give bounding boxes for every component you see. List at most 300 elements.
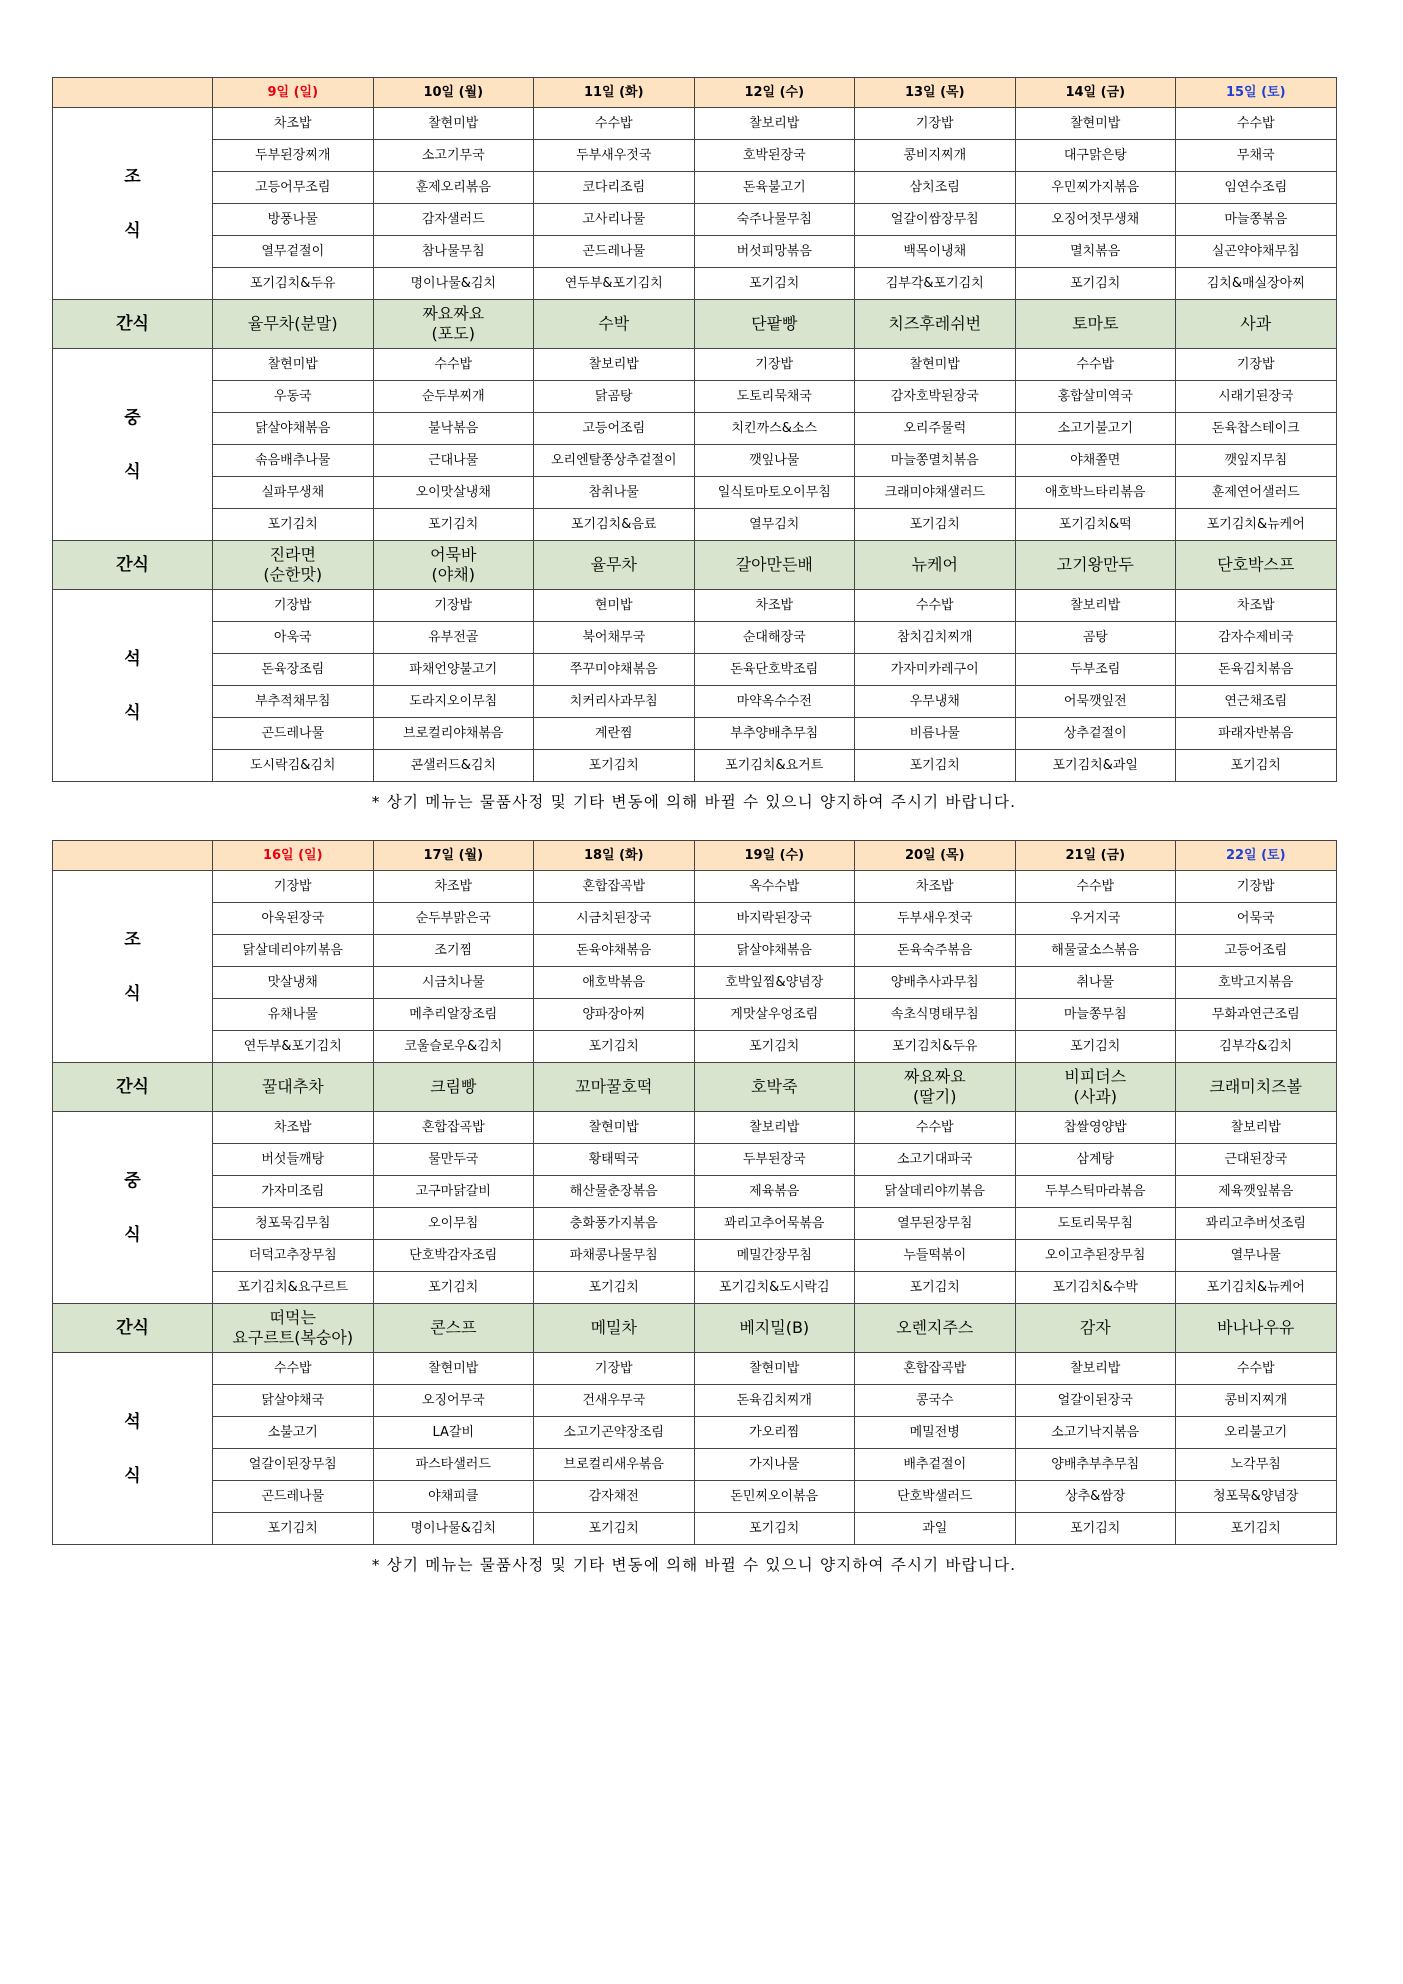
- menu-row: [53, 686, 1337, 718]
- menu-item: 열무나물: [1176, 1240, 1337, 1272]
- menu-row: [53, 236, 1337, 268]
- menu-row: [53, 140, 1337, 172]
- meal-label-char: 조: [124, 166, 141, 187]
- menu-item: 유부전골: [373, 622, 534, 654]
- menu-item: 곤드레나물: [213, 718, 374, 750]
- snack-item: [213, 541, 374, 590]
- menu-item: 임연수조림: [1176, 172, 1337, 204]
- menu-item: 오이무침: [373, 1208, 534, 1240]
- menu-item: 야채쫄면: [1015, 445, 1176, 477]
- menu-item: 콩국수: [855, 1385, 1016, 1417]
- menu-item: 물만두국: [373, 1144, 534, 1176]
- menu-item: 훈제오리볶음: [373, 172, 534, 204]
- snack-item-line: (순한맛): [263, 565, 323, 584]
- menu-item: 조기찜: [373, 935, 534, 967]
- meal-label: [53, 871, 213, 1063]
- snack-item-line: 짜요짜요: [903, 1067, 966, 1086]
- snack-item: [694, 300, 855, 349]
- menu-item: 시금치나물: [373, 967, 534, 999]
- snack-item-line: 짜요짜요: [422, 304, 485, 323]
- day-header: 13일 (목): [855, 78, 1016, 108]
- menu-item: 찰현미밥: [1015, 108, 1176, 140]
- menu-row: [53, 1481, 1337, 1513]
- week-menu-table-2: [52, 840, 1336, 1575]
- menu-item: 감자수제비국: [1176, 622, 1337, 654]
- menu-item: 두부된장국: [694, 1144, 855, 1176]
- menu-row: [53, 1176, 1337, 1208]
- menu-item: 포기김치&도시락김: [694, 1272, 855, 1304]
- menu-item: 도토리묵무침: [1015, 1208, 1176, 1240]
- menu-item: 도시락김&김치: [213, 750, 374, 782]
- menu-row: [53, 1449, 1337, 1481]
- day-header: 20일 (목): [855, 841, 1016, 871]
- meal-label-char: 식: [124, 461, 141, 482]
- snack-item: [373, 1304, 534, 1353]
- snack-row: [53, 1063, 1337, 1112]
- menu-item: 기장밥: [694, 349, 855, 381]
- menu-item: 찰보리밥: [694, 1112, 855, 1144]
- menu-item: 포기김치: [694, 268, 855, 300]
- snack-item-line: 단팥빵: [751, 314, 798, 333]
- snack-item: [694, 1063, 855, 1112]
- day-header: 14일 (금): [1015, 78, 1176, 108]
- menu-item: 어묵깻잎전: [1015, 686, 1176, 718]
- menu-row: [53, 1144, 1337, 1176]
- menu-item: 두부새우젓국: [534, 140, 695, 172]
- menu-item: 도토리묵채국: [694, 381, 855, 413]
- menu-item: 포기김치: [213, 509, 374, 541]
- menu-item: 게맛살우엉조림: [694, 999, 855, 1031]
- meal-label-char: 식: [124, 983, 141, 1004]
- menu-item: 얼갈이쌈장무침: [855, 204, 1016, 236]
- menu-item: 부추적채무침: [213, 686, 374, 718]
- snack-item-line: 비피더스: [1064, 1067, 1127, 1086]
- menu-item: 포기김치&뉴케어: [1176, 509, 1337, 541]
- menu-item: 찰현미밥: [373, 1353, 534, 1385]
- menu-item: 수수밥: [1015, 871, 1176, 903]
- snack-item-line: 단호박스프: [1217, 555, 1295, 574]
- menu-item: 기장밥: [213, 590, 374, 622]
- meal-label: [53, 1112, 213, 1304]
- menu-item: 파채콩나물무침: [534, 1240, 695, 1272]
- menu-item: 오리엔탈쫑상추겉절이: [534, 445, 695, 477]
- menu-item: 고사리나물: [534, 204, 695, 236]
- menu-change-notice: * 상기 메뉴는 물품사정 및 기타 변동에 의해 바뀔 수 있으니 양지하여 주시기 바랍니다.: [371, 1556, 1017, 1574]
- menu-row: [53, 871, 1337, 903]
- menu-item: 오이맛살냉채: [373, 477, 534, 509]
- menu-item: 삼계탕: [1015, 1144, 1176, 1176]
- menu-row: [53, 1385, 1337, 1417]
- day-header: 10일 (월): [373, 78, 534, 108]
- menu-item: 혼합잡곡밥: [855, 1353, 1016, 1385]
- menu-item: 소고기무국: [373, 140, 534, 172]
- menu-item: 우무냉채: [855, 686, 1016, 718]
- menu-item: 곰탕: [1015, 622, 1176, 654]
- menu-item: 파채언양불고기: [373, 654, 534, 686]
- menu-item: 마늘쫑멸치볶음: [855, 445, 1016, 477]
- menu-item: 감자호박된장국: [855, 381, 1016, 413]
- menu-item: 솎음배추나물: [213, 445, 374, 477]
- menu-row: [53, 108, 1337, 140]
- menu-item: 아욱국: [213, 622, 374, 654]
- menu-item: 포기김치: [694, 1513, 855, 1545]
- snack-item-line: 오렌지주스: [896, 1318, 974, 1337]
- menu-item: 수수밥: [855, 590, 1016, 622]
- menu-item: 연두부&포기김치: [213, 1031, 374, 1063]
- label-gap: [53, 430, 212, 460]
- day-header: 17일 (월): [373, 841, 534, 871]
- menu-item: 오리불고기: [1176, 1417, 1337, 1449]
- menu-item: 해산물춘장볶음: [534, 1176, 695, 1208]
- menu-item: 브로컬리야채볶음: [373, 718, 534, 750]
- snack-row: [53, 1304, 1337, 1353]
- menu-item: 닭곰탕: [534, 381, 695, 413]
- day-header: 16일 (일): [213, 841, 374, 871]
- menu-item: 크래미야채샐러드: [855, 477, 1016, 509]
- menu-row: [53, 381, 1337, 413]
- menu-item: 돈민찌오이볶음: [694, 1481, 855, 1513]
- menu-item: 양파장아찌: [534, 999, 695, 1031]
- menu-item: 무화과연근조림: [1176, 999, 1337, 1031]
- menu-item: 돈육김치찌개: [694, 1385, 855, 1417]
- menu-row: [53, 445, 1337, 477]
- menu-item: 포기김치: [213, 1513, 374, 1545]
- menu-item: 청포묵김무침: [213, 1208, 374, 1240]
- menu-item: 김부각&포기김치: [855, 268, 1016, 300]
- header-corner: [53, 78, 213, 108]
- menu-item: 황태떡국: [534, 1144, 695, 1176]
- menu-item: 참나물무침: [373, 236, 534, 268]
- menu-row: [53, 1272, 1337, 1304]
- menu-item: 참취나물: [534, 477, 695, 509]
- day-header: 12일 (수): [694, 78, 855, 108]
- menu-item: 취나물: [1015, 967, 1176, 999]
- snack-item-line: 요구르트(복숭아): [232, 1328, 354, 1347]
- menu-item: 마늘쫑볶음: [1176, 204, 1337, 236]
- menu-item: 포기김치: [855, 509, 1016, 541]
- snack-item: [694, 1304, 855, 1353]
- menu-item: 열무김치: [694, 509, 855, 541]
- menu-item: 브로컬리새우볶음: [534, 1449, 695, 1481]
- menu-item: 찰현미밥: [213, 349, 374, 381]
- menu-item: 포기김치: [855, 1272, 1016, 1304]
- menu-item: 충화풍가지볶음: [534, 1208, 695, 1240]
- menu-item: 시래기된장국: [1176, 381, 1337, 413]
- meal-label-char: 식: [124, 702, 141, 723]
- menu-item: 포기김치: [1176, 750, 1337, 782]
- meal-label: [53, 590, 213, 782]
- menu-item: 양배추사과무침: [855, 967, 1016, 999]
- menu-item: 유채나물: [213, 999, 374, 1031]
- menu-item: 오이고추된장무침: [1015, 1240, 1176, 1272]
- menu-item: 기장밥: [855, 108, 1016, 140]
- snack-item: [213, 1304, 374, 1353]
- menu-item: 포기김치: [373, 1272, 534, 1304]
- menu-item: 감자채전: [534, 1481, 695, 1513]
- menu-item: 콩비지찌개: [855, 140, 1016, 172]
- menu-item: 콩비지찌개: [1176, 1385, 1337, 1417]
- menu-item: 건새우무국: [534, 1385, 695, 1417]
- menu-item: 양배추부추무침: [1015, 1449, 1176, 1481]
- menu-item: 버섯들깨탕: [213, 1144, 374, 1176]
- snack-item: [855, 541, 1016, 590]
- menu-item: 깻잎나물: [694, 445, 855, 477]
- menu-item: 파스타샐러드: [373, 1449, 534, 1481]
- menu-item: 포기김치&요거트: [694, 750, 855, 782]
- snack-item-line: 고기왕만두: [1056, 555, 1134, 574]
- menu-item: 도라지오이무침: [373, 686, 534, 718]
- snack-item: [534, 300, 695, 349]
- menu-item: 청포묵&양념장: [1176, 1481, 1337, 1513]
- menu-item: 돈육불고기: [694, 172, 855, 204]
- menu-item: 기장밥: [534, 1353, 695, 1385]
- menu-row: [53, 349, 1337, 381]
- menu-change-notice: * 상기 메뉴는 물품사정 및 기타 변동에 의해 바뀔 수 있으니 양지하여 주시기 바랍니다.: [371, 793, 1017, 811]
- menu-row: [53, 509, 1337, 541]
- meal-label-char: 식: [124, 1465, 141, 1486]
- menu-item: 파래자반볶음: [1176, 718, 1337, 750]
- menu-item: 찰보리밥: [1015, 1353, 1176, 1385]
- menu-row: [53, 1112, 1337, 1144]
- menu-item: 어묵국: [1176, 903, 1337, 935]
- menu-item: 명이나물&김치: [373, 268, 534, 300]
- label-gap: [53, 1193, 212, 1223]
- meal-label: [53, 1353, 213, 1545]
- menu-item: 호박된장국: [694, 140, 855, 172]
- day-header: 21일 (금): [1015, 841, 1176, 871]
- menu-item: 아욱된장국: [213, 903, 374, 935]
- menu-item: 순대해장국: [694, 622, 855, 654]
- menu-item: 돈육단호박조림: [694, 654, 855, 686]
- meal-label-char: 조: [124, 929, 141, 950]
- snack-item-line: 크림빵: [430, 1077, 477, 1096]
- menu-item: 포기김치: [1015, 1031, 1176, 1063]
- menu-item: 코다리조림: [534, 172, 695, 204]
- menu-item: 해물굴소스볶음: [1015, 935, 1176, 967]
- menu-item: 백목이냉채: [855, 236, 1016, 268]
- day-header: 18일 (화): [534, 841, 695, 871]
- menu-item: 비름나물: [855, 718, 1016, 750]
- menu-item: 두부새우젓국: [855, 903, 1016, 935]
- day-header: 22일 (토): [1176, 841, 1337, 871]
- snack-item: [855, 1063, 1016, 1112]
- label-gap: [53, 952, 212, 982]
- menu-row: [53, 967, 1337, 999]
- menu-item: 포기김치: [534, 1513, 695, 1545]
- menu-item: 찰현미밥: [694, 1353, 855, 1385]
- snack-item: [213, 300, 374, 349]
- menu-item: 차조밥: [213, 1112, 374, 1144]
- menu-item: 찰현미밥: [534, 1112, 695, 1144]
- snack-item-line: 꿀대추차: [261, 1077, 324, 1096]
- menu-item: 수수밥: [373, 349, 534, 381]
- menu-item: 마늘쫑무침: [1015, 999, 1176, 1031]
- menu-item: 두부조림: [1015, 654, 1176, 686]
- menu-item: 홍합살미역국: [1015, 381, 1176, 413]
- snack-item-line: 수박: [598, 314, 630, 333]
- menu-item: 삼치조림: [855, 172, 1016, 204]
- day-header: 11일 (화): [534, 78, 695, 108]
- meal-label-char: 중: [124, 407, 141, 428]
- snack-row: [53, 300, 1337, 349]
- menu-item: LA갈비: [373, 1417, 534, 1449]
- menu-item: 마약옥수수전: [694, 686, 855, 718]
- snack-item: [1176, 300, 1337, 349]
- menu-item: 고구마닭갈비: [373, 1176, 534, 1208]
- label-gap: [53, 671, 212, 701]
- menu-item: 소고기대파국: [855, 1144, 1016, 1176]
- snack-item-line: (사과): [1073, 1087, 1117, 1106]
- snack-item: [855, 300, 1016, 349]
- snack-item-line: 호박죽: [751, 1077, 798, 1096]
- menu-row: [53, 654, 1337, 686]
- menu-item: 수수밥: [1176, 1353, 1337, 1385]
- menu-item: 치킨까스&소스: [694, 413, 855, 445]
- menu-row: [53, 1031, 1337, 1063]
- menu-item: 포기김치: [373, 509, 534, 541]
- menu-item: 옥수수밥: [694, 871, 855, 903]
- menu-item: 포기김치: [534, 1272, 695, 1304]
- menu-item: 바지락된장국: [694, 903, 855, 935]
- snack-item-line: 율무차(분말): [247, 314, 338, 333]
- menu-item: 찰현미밥: [855, 349, 1016, 381]
- menu-item: 제육깻잎볶음: [1176, 1176, 1337, 1208]
- menu-item: 닭살야채국: [213, 1385, 374, 1417]
- menu-item: 누들떡볶이: [855, 1240, 1016, 1272]
- menu-item: 곤드레나물: [213, 1481, 374, 1513]
- meal-label-char: 석: [124, 1411, 141, 1432]
- meal-label-char: 석: [124, 648, 141, 669]
- menu-row: [53, 1208, 1337, 1240]
- header-corner: [53, 841, 213, 871]
- snack-item-line: 크래미치즈볼: [1209, 1077, 1303, 1096]
- menu-item: 근대나물: [373, 445, 534, 477]
- menu-item: 우민찌가지볶음: [1015, 172, 1176, 204]
- snack-item: [1015, 541, 1176, 590]
- menu-row: [53, 622, 1337, 654]
- menu-item: 포기김치&수박: [1015, 1272, 1176, 1304]
- snack-item-line: 뉴케어: [911, 555, 958, 574]
- snack-item: [1015, 300, 1176, 349]
- snack-item-line: 치즈후레쉬번: [888, 314, 982, 333]
- menu-item: 소고기곤약장조림: [534, 1417, 695, 1449]
- menu-item: 김부각&김치: [1176, 1031, 1337, 1063]
- snack-item-line: 율무차: [590, 555, 637, 574]
- menu-item: 숙주나물무침: [694, 204, 855, 236]
- menu-item: 차조밥: [1176, 590, 1337, 622]
- menu-item: 열무겉절이: [213, 236, 374, 268]
- menu-item: 찰보리밥: [1176, 1112, 1337, 1144]
- snack-item-line: 바나나우유: [1217, 1318, 1295, 1337]
- meal-label: [53, 349, 213, 541]
- menu-item: 가자미조림: [213, 1176, 374, 1208]
- menu-item: 돈육숙주볶음: [855, 935, 1016, 967]
- menu-item: 열무된장무침: [855, 1208, 1016, 1240]
- label-gap: [53, 1434, 212, 1464]
- snack-item: [1176, 1304, 1337, 1353]
- menu-row: [53, 268, 1337, 300]
- menu-item: 꽈리고추어묵볶음: [694, 1208, 855, 1240]
- menu-item: 포기김치&음료: [534, 509, 695, 541]
- snack-item-line: 사과: [1240, 314, 1272, 333]
- menu-item: 소불고기: [213, 1417, 374, 1449]
- menu-row: [53, 172, 1337, 204]
- menu-row: [53, 1513, 1337, 1545]
- menu-item: 찰보리밥: [534, 349, 695, 381]
- menu-item: 참치김치찌개: [855, 622, 1016, 654]
- menu-item: 닭살데리야끼볶음: [855, 1176, 1016, 1208]
- menu-item: 코울슬로우&김치: [373, 1031, 534, 1063]
- menu-item: 속초식명태무침: [855, 999, 1016, 1031]
- menu-item: 기장밥: [213, 871, 374, 903]
- menu-item: 일식토마토오이무침: [694, 477, 855, 509]
- menu-row: [53, 204, 1337, 236]
- menu-item: 수수밥: [855, 1112, 1016, 1144]
- menu-item: 포기김치: [855, 750, 1016, 782]
- snack-item-line: 갈아만든배: [735, 555, 813, 574]
- menu-item: 꽈리고추버섯조림: [1176, 1208, 1337, 1240]
- menu-item: 훈제연어샐러드: [1176, 477, 1337, 509]
- snack-item: [1176, 1063, 1337, 1112]
- menu-item: 상추겉절이: [1015, 718, 1176, 750]
- snack-item: [534, 541, 695, 590]
- snack-item: [373, 300, 534, 349]
- menu-table: [52, 77, 1337, 782]
- menu-item: 가지나물: [694, 1449, 855, 1481]
- snack-item-line: 베지밀(B): [739, 1318, 810, 1337]
- meal-label-char: 중: [124, 1170, 141, 1191]
- label-gap: [53, 189, 212, 219]
- snack-label: 간식: [53, 300, 213, 349]
- menu-item: 제육볶음: [694, 1176, 855, 1208]
- snack-item-line: 떠먹는: [269, 1308, 316, 1327]
- menu-item: 치커리사과무침: [534, 686, 695, 718]
- meal-label-char: 식: [124, 220, 141, 241]
- menu-item: 계란찜: [534, 718, 695, 750]
- menu-table: [52, 840, 1337, 1545]
- snack-item-line: 콘스프: [430, 1318, 477, 1337]
- menu-item: 포기김치&뉴케어: [1176, 1272, 1337, 1304]
- menu-item: 상추&쌈장: [1015, 1481, 1176, 1513]
- snack-item: [373, 1063, 534, 1112]
- menu-item: 포기김치&과일: [1015, 750, 1176, 782]
- menu-item: 노각무침: [1176, 1449, 1337, 1481]
- menu-item: 포기김치: [1176, 1513, 1337, 1545]
- menu-item: 기장밥: [373, 590, 534, 622]
- menu-item: 오징어무국: [373, 1385, 534, 1417]
- menu-row: [53, 750, 1337, 782]
- menu-item: 불낙볶음: [373, 413, 534, 445]
- menu-item: 무채국: [1176, 140, 1337, 172]
- menu-item: 순두부맑은국: [373, 903, 534, 935]
- menu-item: 메추리알장조림: [373, 999, 534, 1031]
- menu-item: 단호박감자조림: [373, 1240, 534, 1272]
- snack-item: [373, 541, 534, 590]
- menu-item: 포기김치: [534, 750, 695, 782]
- day-header-row: [53, 841, 1337, 871]
- day-header-row: [53, 78, 1337, 108]
- menu-item: 소고기불고기: [1015, 413, 1176, 445]
- snack-item-line: 어묵바: [430, 545, 477, 564]
- menu-item: 포기김치&떡: [1015, 509, 1176, 541]
- snack-item: [694, 541, 855, 590]
- menu-item: 두부된장찌개: [213, 140, 374, 172]
- menu-item: 돈육찹스테이크: [1176, 413, 1337, 445]
- snack-item: [534, 1304, 695, 1353]
- menu-item: 포기김치&두유: [855, 1031, 1016, 1063]
- menu-row: [53, 477, 1337, 509]
- menu-row: [53, 1240, 1337, 1272]
